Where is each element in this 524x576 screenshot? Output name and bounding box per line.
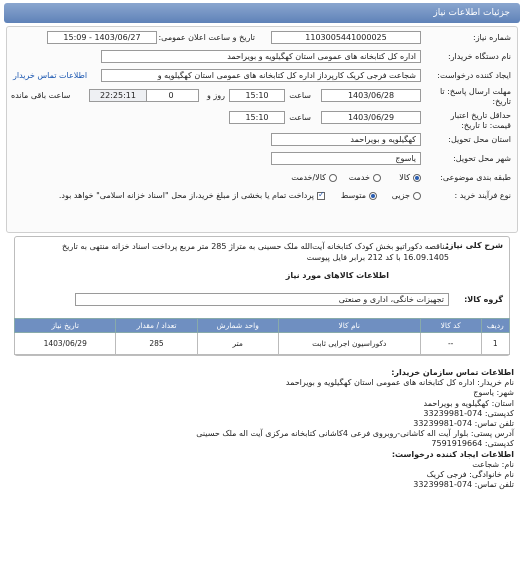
need-details-panel	[6, 26, 518, 233]
col-unit: واحد شمارش	[197, 319, 278, 333]
treasury-payment-checkbox[interactable]: ✓ پرداخت تمام یا بخشی از مبلغ خرید،از محل "اسناد خزانه اسلامی" خواهد بود.	[59, 191, 325, 200]
col-date: تاریخ نیاز	[15, 319, 116, 333]
contact-title: اطلاعات تماس سازمان خریدار:	[391, 368, 514, 377]
validity-time-label: ساعت	[289, 113, 311, 122]
delivery-province-field[interactable]: کهگیلویه و بویراحمد	[271, 133, 421, 146]
creator-last-name: نام خانوادگی: فرجی کریک	[426, 470, 514, 480]
contact-postcode-1: کدپستی: 074-33239981	[423, 408, 514, 418]
cell-row: 1	[481, 333, 509, 355]
description-label: شرح کلی نیاز:	[445, 241, 503, 250]
description-text: مناقصه دکوراتیو بخش کودک کتابخانه آیت‌الله ملک حسینی به متراژ 285 متر مربع پرداخت اسناد خزانه منتهی به تاریخ 16.09.1405 با کد 212 برابر فایل پیوست	[61, 242, 449, 262]
category-option-goods[interactable]: کالا	[399, 173, 421, 182]
cell-qty: 285	[116, 333, 197, 355]
remaining-time-field: 22:25:11	[89, 89, 147, 102]
validity-date-field[interactable]: 1403/06/29	[321, 111, 421, 124]
validity-label-2: قیمت: تا تاریخ:	[461, 121, 511, 130]
contact-buyer-name: نام خریدار: اداره کل کتابخانه های عمومی استان کهگیلویه و بویراحمد	[285, 378, 514, 388]
creator-label: ایجاد کننده درخواست:	[437, 71, 511, 80]
contact-province: استان: کهگیلویه و بویراحمد	[423, 398, 514, 408]
cell-unit: متر	[197, 333, 278, 355]
deadline-date-label: تاریخ:	[492, 97, 511, 106]
category-option-both[interactable]: کالا/خدمت	[291, 173, 337, 182]
category-label: طبقه بندی موضوعی:	[440, 173, 511, 182]
announce-label: تاریخ و ساعت اعلان عمومی:	[158, 33, 255, 42]
col-code: کد کالا	[420, 319, 481, 333]
col-name: نام کالا	[278, 319, 420, 333]
contact-phone: تلفن تماس: 074-33239981	[413, 419, 514, 429]
delivery-city-label: شهر محل تحویل:	[453, 154, 511, 163]
creator-field[interactable]: شجاعت فرجی کریک کارپرداز اداره کل کتابخانه های عمومی استان کهگیلویه و	[101, 69, 421, 82]
buyer-contact-link[interactable]: اطلاعات تماس خریدار	[13, 71, 88, 80]
category-option-service[interactable]: خدمت	[349, 173, 381, 182]
cell-code: --	[420, 333, 481, 355]
delivery-city-field[interactable]: یاسوج	[271, 152, 421, 165]
table-row[interactable]	[15, 333, 510, 355]
days-field[interactable]: 0	[143, 89, 199, 102]
creator-info-title: اطلاعات ایجاد کننده درخواست:	[391, 449, 514, 459]
goods-table	[14, 318, 510, 355]
contact-address: آدرس پستی: بلوار آیت اله کاشانی-روبروی فرعی 4کاشانی کتابخانه مرکزی آیت اله ملک حسینی	[196, 429, 514, 439]
col-qty: تعداد / مقدار	[116, 319, 197, 333]
deadline-label: مهلت ارسال پاسخ: تا	[439, 87, 511, 96]
contact-postcode-2: کدپستی: 7591919664	[431, 439, 514, 449]
buyer-label: نام دستگاه خریدار:	[448, 52, 511, 61]
deadline-date-field[interactable]: 1403/06/28	[321, 89, 421, 102]
cell-date: 1403/06/29	[15, 333, 116, 355]
process-option-medium[interactable]: متوسط	[341, 191, 377, 200]
goods-table-header	[15, 319, 510, 333]
need-number-label: شماره نیاز:	[473, 33, 511, 42]
col-row: ردیف	[481, 319, 509, 333]
page-title: جزئیات اطلاعات نیاز	[433, 8, 510, 18]
buyer-field[interactable]: اداره کل کتابخانه های عمومی استان کهگیلویه و بویراحمد	[101, 50, 421, 63]
deadline-time-label: ساعت	[289, 91, 311, 100]
validity-time-field[interactable]: 15:10	[229, 111, 285, 124]
process-label: نوع فرآیند خرید :	[454, 191, 511, 200]
radio-selected-icon	[369, 192, 377, 200]
need-number-field[interactable]: 1103005441000025	[271, 31, 421, 44]
goods-group-label: گروه کالا:	[464, 295, 503, 304]
checkbox-checked-icon	[317, 192, 325, 200]
process-option-minor[interactable]: جزیی	[392, 191, 421, 200]
radio-selected-icon	[413, 174, 421, 182]
buyer-contact-info	[14, 368, 514, 490]
page-header	[4, 3, 520, 23]
creator-phone: تلفن تماس: 074-33239981	[413, 480, 514, 490]
contact-city: شهر: یاسوج	[473, 388, 514, 398]
announce-field[interactable]: 1403/06/27 - 15:09	[47, 31, 157, 44]
cell-name: دکوراسیون اجرایی ثابت	[278, 333, 420, 355]
goods-section-title: اطلاعات کالاهای مورد نیاز	[285, 271, 389, 280]
radio-icon	[413, 192, 421, 200]
goods-group-field[interactable]: تجهیزات خانگی، اداری و صنعتی	[75, 293, 449, 306]
validity-label-1: حداقل تاریخ اعتبار	[450, 111, 511, 120]
radio-icon	[373, 174, 381, 182]
radio-icon	[329, 174, 337, 182]
creator-first-name: نام: شجاعت	[472, 459, 514, 469]
remaining-label: ساعت باقی مانده	[11, 91, 71, 100]
delivery-province-label: استان محل تحویل:	[448, 135, 511, 144]
deadline-time-field[interactable]: 15:10	[229, 89, 285, 102]
days-label: روز و	[207, 91, 225, 100]
